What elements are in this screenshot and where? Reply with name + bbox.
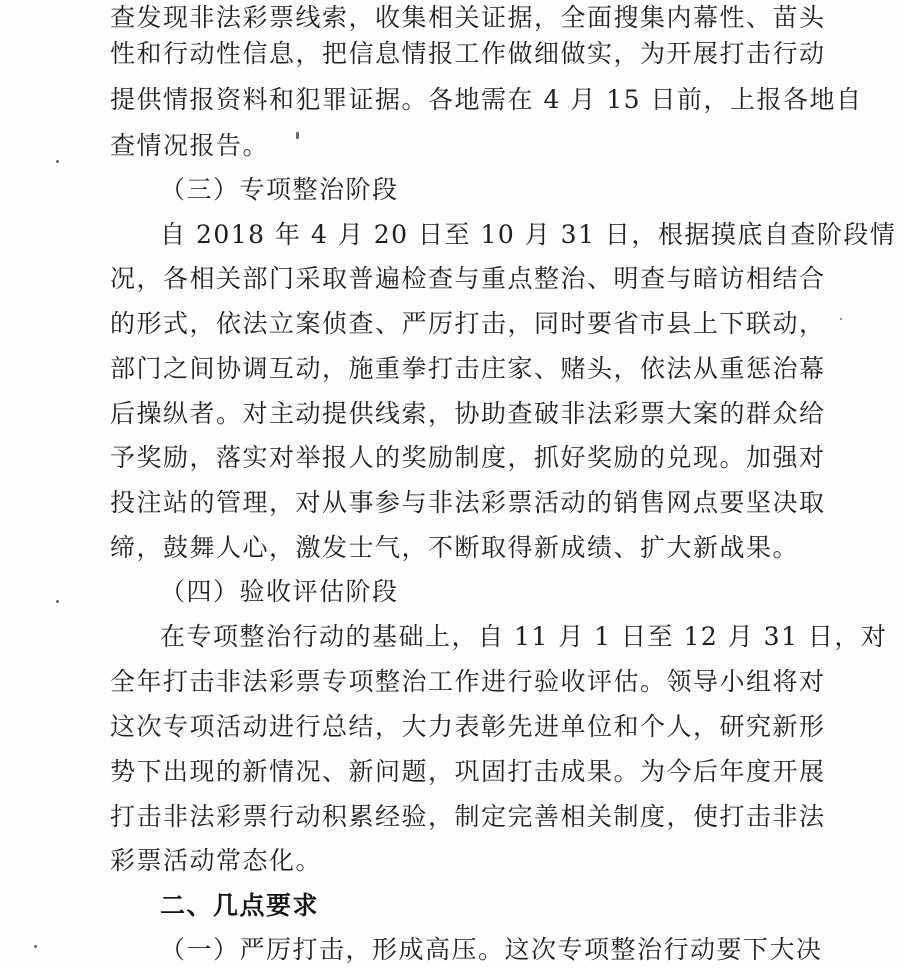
text-line-15: 在专项整治行动的基础上，自 11 月 1 日至 12 月 31 日，对: [160, 622, 888, 651]
scan-speck: [56, 160, 59, 163]
text-line-6: 自 2018 年 4 月 20 日至 10 月 31 日，根据摸底自查阶段情: [160, 220, 897, 249]
text-line-9: 部门之间协调互动，施重拳打击庄家、赌头，依法从重惩治幕: [110, 354, 826, 383]
text-line-22: （一）严厉打击，形成高压。这次专项整治行动要下大决: [160, 935, 823, 964]
text-line-1: 查发现非法彩票线索，收集相关证据，全面搜集内幕性、苗头: [110, 3, 826, 32]
scan-speck: [840, 318, 842, 320]
text-line-16: 全年打击非法彩票专项整治工作进行验收评估。领导小组将对: [110, 667, 826, 696]
text-line-20: 彩票活动常态化。: [110, 846, 323, 875]
main-heading-2: 二、几点要求: [160, 891, 320, 920]
text-line-10: 后操纵者。对主动提供线索，协助查破非法彩票大案的群众给: [110, 399, 826, 428]
scan-speck: [296, 132, 299, 139]
scan-speck: [56, 600, 59, 603]
text-line-8: 的形式，依法立案侦查、严厉打击，同时要省市县上下联动，: [110, 309, 826, 338]
text-line-18: 势下出现的新情况、新问题，巩固打击成果。为今后年度开展: [110, 757, 826, 786]
scan-speck: [34, 945, 37, 948]
text-line-3: 提供情报资料和犯罪证据。各地需在 4 月 15 日前，上报各地自: [110, 85, 863, 114]
section-heading-3: （三）专项整治阶段: [160, 175, 399, 204]
text-line-17: 这次专项活动进行总结，大力表彰先进单位和个人，研究新形: [110, 712, 826, 741]
text-line-2: 性和行动性信息，把信息情报工作做细做实，为开展打击行动: [110, 39, 826, 68]
text-line-12: 投注站的管理，对从事参与非法彩票活动的销售网点要坚决取: [110, 488, 826, 517]
text-line-4: 查情况报告。: [110, 131, 270, 160]
section-heading-4: （四）验收评估阶段: [160, 577, 399, 606]
text-line-7: 况，各相关部门采取普遍检查与重点整治、明查与暗访相结合: [110, 264, 826, 293]
text-line-13: 缔，鼓舞人心，激发士气，不断取得新成绩、扩大新战果。: [110, 533, 800, 562]
text-line-19: 打击非法彩票行动积累经验，制定完善相关制度，使打击非法: [110, 802, 826, 831]
text-line-11: 予奖励，落实对举报人的奖励制度，抓好奖励的兑现。加强对: [110, 443, 826, 472]
